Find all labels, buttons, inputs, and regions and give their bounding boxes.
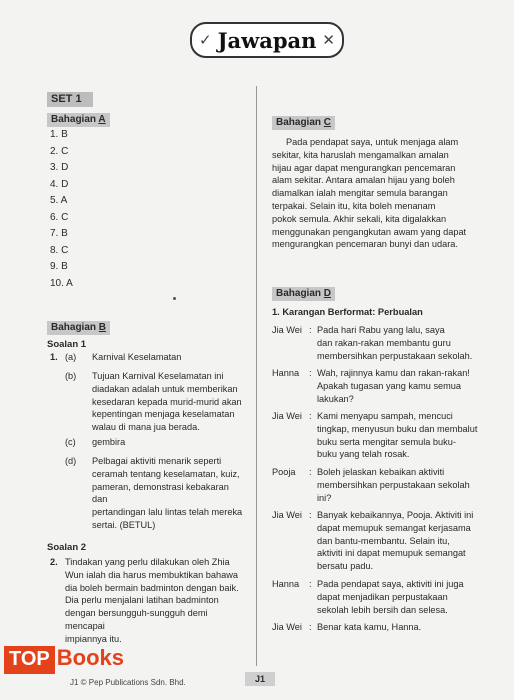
answer-d xyxy=(92,455,244,532)
publisher-footer: J1 © Pep Publications Sdn. Bhd. xyxy=(70,678,186,687)
logo-top: TOP xyxy=(4,646,55,674)
text-line: dengan bersungguh-sungguh demi mencapai xyxy=(65,608,208,631)
section-b-letter: B xyxy=(98,322,107,333)
soalan-2-heading: Soalan 2 xyxy=(47,542,87,553)
speaker-colon: : xyxy=(309,368,312,378)
text-line: ceramah tentang keselamatan, kuiz, xyxy=(92,468,240,479)
text-line: kesedaran kepada murid-murid akan xyxy=(92,396,242,407)
text-line: Benar kata kamu, Hanna. xyxy=(317,622,422,632)
text-line: Wah, rajinnya kamu dan rakan-rakan! xyxy=(317,368,470,378)
section-d-header xyxy=(272,287,335,301)
speaker-name: Pooja xyxy=(272,467,296,477)
text-line: menggunakan pengangkutan awam yang dapat xyxy=(272,226,467,237)
text-line: impiannya itu. xyxy=(65,633,122,644)
text-line: pertandingan lalu lintas telah mereka xyxy=(92,507,243,518)
soalan-1-heading: Soalan 1 xyxy=(47,339,87,350)
text-line: Wun ialah dia harus membuktikan bahawa xyxy=(65,569,238,580)
logo-books: Books xyxy=(56,645,125,670)
answer-item: 9. B xyxy=(50,261,68,272)
dialogue-line xyxy=(317,509,499,573)
column-divider xyxy=(256,86,257,666)
answer-item: 7. B xyxy=(50,228,68,239)
bleed-through-text xyxy=(300,4,302,13)
text-line: diadakan adalah untuk memberikan xyxy=(92,383,238,394)
answer-c: gembira xyxy=(92,437,126,447)
part-label: (c) xyxy=(65,437,76,447)
dialogue-line xyxy=(317,578,499,616)
text-line: dapat menjadikan perpustakaan xyxy=(317,591,448,602)
answer-item: 5. A xyxy=(50,195,68,206)
text-line: pokok semula. Akhir sekali, kita digalakkan xyxy=(272,213,447,224)
speaker-name: Jia Wei xyxy=(272,510,302,520)
text-line: Boleh jelaskan kebaikan aktiviti xyxy=(317,467,445,477)
answer-item: 10. A xyxy=(50,277,73,289)
text-line: buku yang telah rosak. xyxy=(317,449,410,460)
text-line: sekitar, kita haruslah mengamalkan amalan xyxy=(272,149,449,160)
section-c-header xyxy=(272,116,335,130)
section-c-answer xyxy=(272,136,498,251)
answer-item: 3. D xyxy=(50,162,69,173)
page-title: Jawapan xyxy=(217,27,317,53)
section-a-header xyxy=(47,113,110,127)
section-d-heading: 1. Karangan Berformat: Perbualan xyxy=(272,307,423,317)
text-line: Pelbagai aktiviti menarik seperti xyxy=(92,456,222,466)
part-label: (d) xyxy=(65,456,77,466)
text-line: Kami menyapu sampah, mencuci xyxy=(317,411,453,421)
speaker-colon: : xyxy=(309,325,312,335)
check-icon: ✓ xyxy=(199,32,212,49)
text-line: membersihkan perpustakaan sekolah. xyxy=(317,350,473,361)
text-line: terpakai. Selain itu, kita boleh menanam xyxy=(272,200,436,211)
text-line: aktiviti ini dapat memupuk semangat xyxy=(317,548,466,559)
text-line: alam sekitar. Antara amalan hijau yang boleh xyxy=(272,175,455,186)
answer-b xyxy=(92,370,244,434)
speaker-colon: : xyxy=(309,411,312,421)
speaker-colon: : xyxy=(309,622,312,632)
text-line: tingkap, menyusun buku dan membalut xyxy=(317,423,478,434)
text-line: dapat memupuk semangat kerjasama xyxy=(317,522,471,533)
answer-item: 8. C xyxy=(50,244,69,256)
speaker-name: Hanna xyxy=(272,579,300,589)
page-number: J1 xyxy=(245,672,275,686)
speaker-name: Jia Wei xyxy=(272,622,302,632)
speaker-name: Jia Wei xyxy=(272,411,302,421)
dialogue-line xyxy=(317,367,499,405)
text-line: Apakah tugasan yang kamu semua xyxy=(317,380,462,391)
text-line: ini? xyxy=(317,492,332,503)
question-number: 1. xyxy=(50,352,58,362)
text-line: Banyak kebaikannya, Pooja. Aktiviti ini xyxy=(317,510,474,520)
text-line: dan rakan-rakan membantu guru xyxy=(317,337,451,348)
text-line: diamalkan ialah mengitar semula barangan xyxy=(272,188,448,199)
section-c-letter: C xyxy=(323,117,332,128)
decorative-dot xyxy=(173,297,176,300)
text-line: buku serta mengitar semula buku- xyxy=(317,436,456,447)
text-line: mengurangkan pencemaran bunyi dan udara. xyxy=(272,239,458,250)
cross-icon: ✕ xyxy=(322,32,335,49)
dialogue-line xyxy=(317,621,499,634)
section-d-letter: D xyxy=(323,288,332,299)
dialogue-line xyxy=(317,466,499,504)
topbooks-logo xyxy=(4,645,124,674)
section-a-answers xyxy=(50,127,73,292)
title-banner xyxy=(190,22,344,58)
text-line: Pada pendapat saya, untuk menjaga alam xyxy=(286,137,459,147)
text-line: dan bantu-membantu. Selain itu, xyxy=(317,535,450,546)
answer-item: 2. C xyxy=(50,145,69,157)
part-label: (b) xyxy=(65,371,77,381)
text-line: Pada hari Rabu yang lalu, saya xyxy=(317,325,445,335)
text-line: walau di mana jua berada. xyxy=(92,422,200,433)
text-line: Tindakan yang perlu dilakukan oleh Zhia xyxy=(65,557,230,567)
speaker-name: Jia Wei xyxy=(272,325,302,335)
answer-item: 6. C xyxy=(50,211,69,223)
section-b-label: Bahagian xyxy=(51,322,99,333)
text-line: Dia perlu menjalani latihan badminton xyxy=(65,595,219,606)
speaker-colon: : xyxy=(309,467,312,477)
text-line: dia boleh bermain badminton dengan baik. xyxy=(65,582,239,593)
text-line: bersatu padu. xyxy=(317,561,374,572)
speaker-name: Hanna xyxy=(272,368,300,378)
text-line: membersihkan perpustakaan sekolah xyxy=(317,479,470,490)
section-a-letter: A xyxy=(98,114,106,125)
text-line: sekolah lebih bersih dan selesa. xyxy=(317,604,448,615)
text-line: Tujuan Karnival Keselamatan ini xyxy=(92,371,224,381)
part-label: (a) xyxy=(65,352,77,362)
answer-item: 4. D xyxy=(50,178,69,190)
section-c-label: Bahagian xyxy=(276,117,324,128)
answer-soalan-2 xyxy=(65,556,247,646)
section-a-label: Bahagian xyxy=(51,114,99,125)
section-d-label: Bahagian xyxy=(276,288,324,299)
text-line: lakukan? xyxy=(317,393,354,404)
section-b-header xyxy=(47,321,110,335)
text-line: kepentingan menjaga keselamatan xyxy=(92,409,235,420)
answer-item: 1. B xyxy=(50,129,68,140)
text-line: hijau agar dapat mengurangkan pencemaran xyxy=(272,162,456,173)
dialogue-line xyxy=(317,324,499,362)
text-line: sertai. (BETUL) xyxy=(92,519,156,530)
dialogue-line xyxy=(317,410,499,461)
set-label: SET 1 xyxy=(47,92,93,107)
answer-a: Karnival Keselamatan xyxy=(92,352,182,362)
question-number: 2. xyxy=(50,557,58,567)
speaker-colon: : xyxy=(309,510,312,520)
speaker-colon: : xyxy=(309,579,312,589)
text-line: Pada pendapat saya, aktiviti ini juga xyxy=(317,579,464,589)
text-line: pameran, demonstrasi kebakaran dan xyxy=(92,481,229,505)
